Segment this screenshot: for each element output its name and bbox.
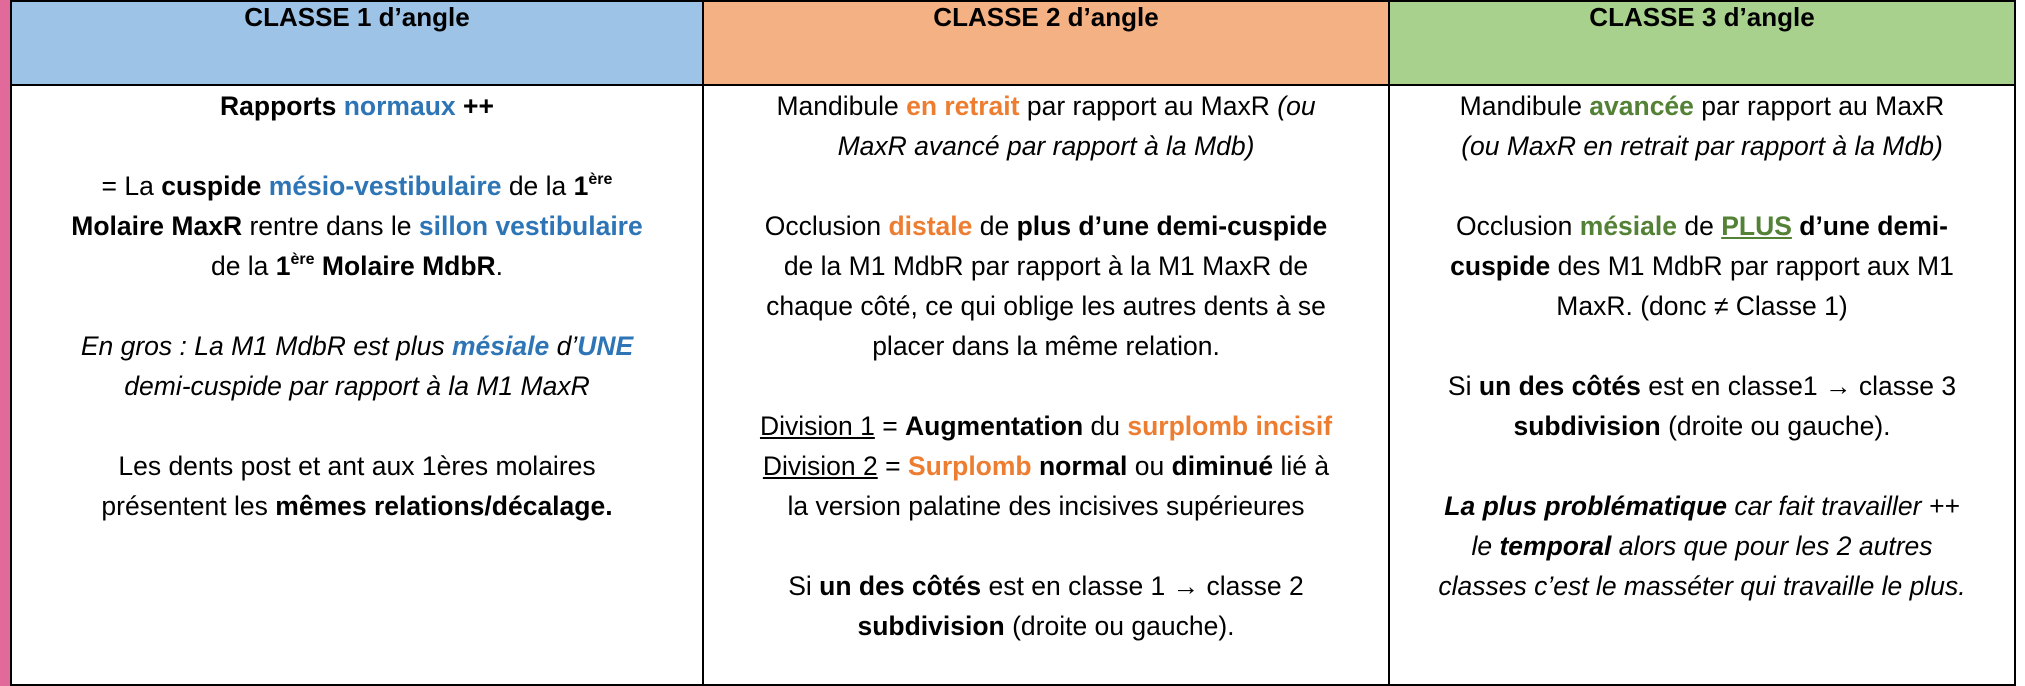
c2-p2-d: plus d’une demi-cuspide <box>1016 211 1328 241</box>
c3-p4-a: La plus problématique <box>1444 491 1727 521</box>
c1-p2-o: . <box>495 251 504 281</box>
c1-p2-e: de la <box>501 171 574 201</box>
c2-p3-e: surplomb incisif <box>1127 411 1333 441</box>
left-color-stripe <box>0 0 10 686</box>
c2-p1-a: Mandibule <box>776 91 907 121</box>
classe-2-cell <box>703 85 1389 685</box>
c2-p3-f: Division 2 <box>762 451 878 481</box>
c2-p3-line2 <box>704 446 1388 486</box>
c1-p2-a: = La <box>101 171 162 201</box>
c3-p3-a: Si <box>1447 371 1479 401</box>
c2-p1-line1 <box>704 86 1388 126</box>
c3-p3-b: un des côtés <box>1478 371 1641 401</box>
c1-p3-a: En gros : La M1 MdbR est plus <box>80 331 452 361</box>
c1-p1 <box>12 86 702 126</box>
c3-p2-c: de <box>1677 211 1722 241</box>
header-classe-1: CLASSE 1 d’angle <box>11 1 703 85</box>
c2-p3-j: normal <box>1039 451 1128 481</box>
c2-p2-line4: placer dans la même relation. <box>872 331 1220 361</box>
c2-p3-a: Division 1 <box>759 411 875 441</box>
c3-p1-line1 <box>1390 86 2014 126</box>
c1-p2-n: Molaire MdbR <box>314 251 496 281</box>
c2-p2-line3: chaque côté, ce qui oblige les autres dents à se <box>766 291 1326 321</box>
c2-p3-d: du <box>1083 411 1128 441</box>
c1-p4-b: présentent les <box>101 491 276 521</box>
c3-p2-a: Occlusion <box>1456 211 1580 241</box>
c3-p4-b: car fait travailler ++ <box>1727 491 1960 521</box>
c3-p2-e: d’une demi- <box>1791 211 1948 241</box>
c1-p3-line1 <box>12 326 702 366</box>
c2-p3-l: diminué <box>1171 451 1274 481</box>
c2-p2-line2: de la M1 MdbR par rapport à la M1 MaxR de <box>783 251 1309 281</box>
c3-p1-a: Mandibule <box>1459 91 1590 121</box>
c3-p4-line3: classes c’est le masséter qui travaille le plus. <box>1438 571 1966 601</box>
c1-p2-d: mésio-vestibulaire <box>268 171 502 201</box>
c2-p1-line2: MaxR avancé par rapport à la Mdb) <box>837 131 1255 161</box>
c1-p1-b: normaux <box>343 91 456 121</box>
c2-p1-b: en retrait <box>906 91 1020 121</box>
c3-p1-c: par rapport au MaxR <box>1693 91 1945 121</box>
c3-p4-c: le <box>1471 531 1500 561</box>
c3-p1-b: avancée <box>1589 91 1694 121</box>
c1-p3-c: d’ <box>549 331 578 361</box>
c3-p3-e: (droite ou gauche). <box>1660 411 1891 441</box>
classe-3-cell <box>1389 85 2015 685</box>
c3-p4-line1 <box>1390 486 2014 526</box>
c2-p4-d: subdivision <box>857 611 1005 641</box>
c2-p1-c: par rapport au MaxR <box>1019 91 1278 121</box>
c1-p2-g: ère <box>588 171 613 188</box>
header-row <box>11 1 2015 85</box>
c3-p3-line2 <box>1390 406 2014 446</box>
c2-p1-d: (ou <box>1277 91 1316 121</box>
header-classe-3: CLASSE 3 d’angle <box>1389 1 2015 85</box>
c3-p2-d: PLUS <box>1721 211 1792 241</box>
c1-p2-k: de la <box>210 251 276 281</box>
c2-p3-c: Augmentation <box>905 411 1084 441</box>
c2-p3-h: Surplomb <box>907 451 1032 481</box>
c3-p2-line3: MaxR. (donc ≠ Classe 1) <box>1556 291 1848 321</box>
content-row <box>11 85 2015 685</box>
c2-p2-c: de <box>972 211 1017 241</box>
c1-p2-i: rentre dans le <box>242 211 419 241</box>
c2-p4-line2 <box>704 606 1388 646</box>
c2-p4-line1 <box>704 566 1388 606</box>
c1-p1-a: Rapports <box>220 91 344 121</box>
c3-p2-b: mésiale <box>1579 211 1677 241</box>
c3-p3-c: est en classe1 → classe 3 <box>1640 371 1957 401</box>
c1-p2-f: 1 <box>573 171 589 201</box>
c2-p4-e: (droite ou gauche). <box>1004 611 1235 641</box>
c3-p1-line2: (ou MaxR en retrait par rapport à la Mdb) <box>1461 131 1943 161</box>
c1-p2-l: 1 <box>275 251 291 281</box>
c1-p2-m: ère <box>290 251 315 268</box>
c2-p4-c: est en classe 1 → classe 2 <box>981 571 1304 601</box>
c1-p3-b: mésiale <box>451 331 550 361</box>
c2-p3-line1 <box>704 406 1388 446</box>
c1-p2-c <box>261 171 268 201</box>
c1-p2-line3 <box>12 246 702 286</box>
classe-1-cell <box>11 85 703 685</box>
c2-p2-line1 <box>704 206 1388 246</box>
c2-p3-g: = <box>877 451 908 481</box>
c1-p2-b: cuspide <box>161 171 262 201</box>
c1-p1-c: ++ <box>455 91 494 121</box>
c2-p3-m: lié à <box>1273 451 1330 481</box>
c3-p4-d: temporal <box>1499 531 1612 561</box>
c3-p2-line2 <box>1390 246 2014 286</box>
c1-p2-h: Molaire MaxR <box>71 211 243 241</box>
c1-p2-line1 <box>12 166 702 206</box>
c3-p4-line2 <box>1390 526 2014 566</box>
c1-p2-j: sillon vestibulaire <box>418 211 643 241</box>
c1-p3-d: UNE <box>577 331 634 361</box>
c1-p3-line2: demi-cuspide par rapport à la M1 MaxR <box>124 371 590 401</box>
c3-p3-line1 <box>1390 366 2014 406</box>
c2-p3-b: = <box>874 411 906 441</box>
c2-p3-i <box>1032 451 1039 481</box>
c2-p4-a: Si <box>788 571 820 601</box>
c1-p2-line2 <box>12 206 702 246</box>
c2-p4-b: un des côtés <box>819 571 982 601</box>
c3-p4-e: alors que pour les 2 autres <box>1611 531 1933 561</box>
header-classe-2: CLASSE 2 d’angle <box>703 1 1389 85</box>
c2-p3-k: ou <box>1127 451 1172 481</box>
c3-p2-f: cuspide <box>1450 251 1551 281</box>
c3-p2-g: des M1 MdbR par rapport aux M1 <box>1550 251 1954 281</box>
c2-p2-b: distale <box>888 211 973 241</box>
angle-class-table <box>10 0 2016 686</box>
c3-p3-d: subdivision <box>1513 411 1661 441</box>
c1-p4-line1: Les dents post et ant aux 1ères molaires <box>118 451 596 481</box>
c1-p4-line2 <box>12 486 702 526</box>
c2-p3-line3: la version palatine des incisives supérieures <box>787 491 1305 521</box>
c1-p4-c: mêmes relations/décalage. <box>275 491 613 521</box>
c2-p2-a: Occlusion <box>764 211 889 241</box>
c3-p2-line1 <box>1390 206 2014 246</box>
